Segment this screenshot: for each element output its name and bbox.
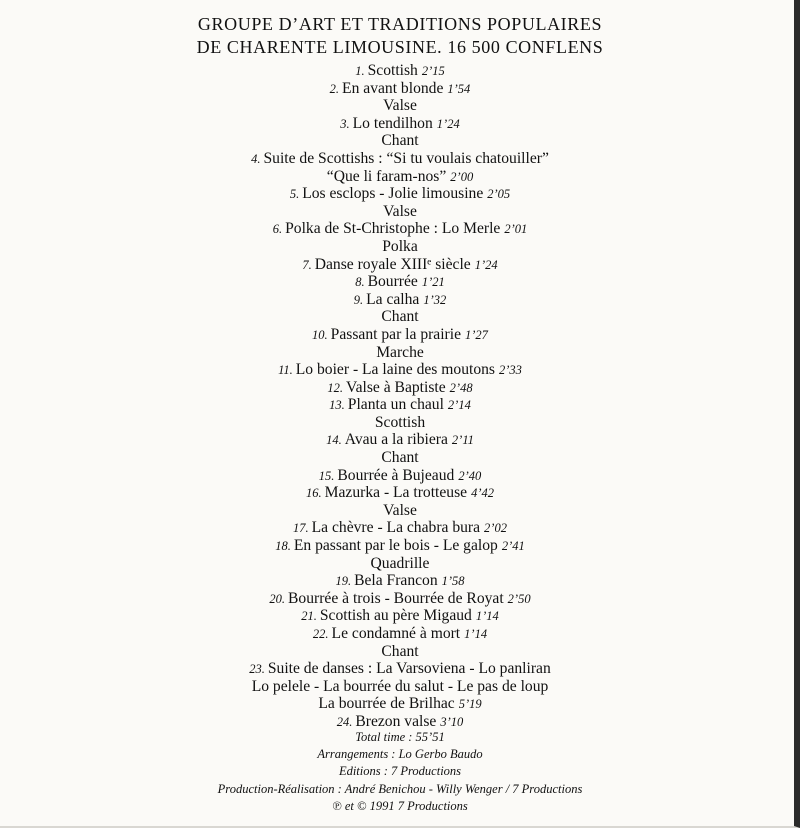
copyright-notice: ℗ et © 1991 7 Productions xyxy=(332,798,468,813)
production-credit: Production-Réalisation : André Benichou - Willy Wenger / 7 Productions xyxy=(217,781,583,796)
track-number: 15. xyxy=(318,468,335,483)
track-title: En avant blonde xyxy=(342,79,444,97)
track-line xyxy=(0,326,800,344)
track-title: Scottish xyxy=(374,413,426,431)
track-duration: 2’02 xyxy=(484,521,507,536)
track-title: Planta un chaul xyxy=(347,396,444,414)
track-title: Valse à Baptiste xyxy=(346,378,446,396)
track-title: Scottish xyxy=(367,62,418,79)
track-duration: 2’01 xyxy=(504,222,528,237)
track-line xyxy=(0,62,800,80)
track-duration: 2’50 xyxy=(507,591,531,606)
track-duration: 1’58 xyxy=(441,574,465,589)
track-title: Bourrée à trois - Bourrée de Royat xyxy=(288,589,504,607)
track-title: Avau a la ribiera xyxy=(344,431,448,449)
track-number: 21. xyxy=(301,609,317,624)
track-title: En passant par le bois - Le galop xyxy=(293,537,498,555)
track-title: Chant xyxy=(381,449,419,467)
track-line xyxy=(0,291,800,309)
track-number: 6. xyxy=(272,222,283,237)
track-duration: 2’40 xyxy=(458,468,482,483)
track-note-line xyxy=(0,132,800,150)
track-note-line xyxy=(0,203,800,221)
track-number: 3. xyxy=(340,116,350,131)
track-title: Bourrée à Bujeaud xyxy=(337,466,455,484)
credits xyxy=(0,729,800,815)
track-title: Danse royale XIIIᵉ siècle xyxy=(314,255,471,273)
track-duration: 2’48 xyxy=(449,380,473,395)
track-number: 2. xyxy=(329,81,340,96)
track-duration: 2’14 xyxy=(447,398,471,413)
track-title: Chant xyxy=(381,642,419,660)
track-title: Marche xyxy=(376,343,424,361)
track-note-line xyxy=(0,344,800,362)
track-title: Mazurka - La trotteuse xyxy=(324,484,468,502)
track-number: 8. xyxy=(355,275,365,290)
track-number: 13. xyxy=(329,398,345,413)
track-line xyxy=(0,185,800,203)
track-title: Lo boier - La laine des moutons xyxy=(295,361,495,379)
track-note-line xyxy=(0,678,800,696)
track-title: La bourrée de Brilhac xyxy=(318,695,455,713)
track-duration: 1’24 xyxy=(436,116,460,131)
track-duration: 2’41 xyxy=(501,539,525,554)
track-line xyxy=(0,361,800,379)
track-number: 16. xyxy=(306,486,322,501)
track-number: 22. xyxy=(312,627,329,641)
track-duration: 1’14 xyxy=(475,609,499,624)
track-title: Le condamné à mort xyxy=(331,625,461,642)
track-note-line xyxy=(0,414,800,432)
track-title: Passant par la prairie xyxy=(330,325,462,343)
track-line xyxy=(0,572,800,590)
track-title: Valse xyxy=(383,202,417,220)
track-number: 24. xyxy=(336,714,353,729)
track-line xyxy=(0,713,800,731)
track-title: Valse xyxy=(383,501,417,519)
track-title: Bela Francon xyxy=(354,572,438,590)
track-number: 7. xyxy=(302,257,312,272)
track-duration: 1’54 xyxy=(447,81,471,96)
track-duration: 5’19 xyxy=(458,697,482,712)
track-duration: 1’14 xyxy=(464,627,488,641)
track-number: 18. xyxy=(275,539,291,554)
track-note-line xyxy=(0,555,800,573)
track-title: La chèvre - La chabra bura xyxy=(311,519,481,537)
track-note-line xyxy=(0,449,800,467)
track-title: Chant xyxy=(381,132,419,150)
track-line xyxy=(0,150,800,168)
track-line xyxy=(0,625,800,643)
track-line xyxy=(0,484,800,502)
track-line xyxy=(0,115,800,133)
track-number: 23. xyxy=(249,662,265,677)
track-title: Suite de danses : La Varsoviena - Lo panliran xyxy=(267,660,551,678)
track-line xyxy=(0,256,800,274)
track-title: La calha xyxy=(366,290,420,308)
track-number: 11. xyxy=(278,363,293,378)
track-duration: 2’00 xyxy=(450,169,474,184)
track-title: Polka xyxy=(382,237,418,255)
track-duration: 2’11 xyxy=(451,433,474,448)
track-line xyxy=(0,379,800,397)
track-title: Polka de St-Christophe : Lo Merle xyxy=(285,220,501,238)
track-duration: 1’21 xyxy=(421,275,445,290)
track-title: Bourrée xyxy=(367,273,418,291)
track-title: Los esclops - Jolie limousine xyxy=(302,185,484,203)
track-number: 14. xyxy=(326,433,342,448)
header-title-line-2: DE CHARENTE LIMOUSINE. 16 500 CONFLENS xyxy=(196,37,604,57)
track-line xyxy=(0,467,800,485)
track-duration: 2’33 xyxy=(498,363,522,378)
track-line xyxy=(0,80,800,98)
track-duration: 2’05 xyxy=(487,187,511,202)
track-title: Valse xyxy=(383,97,417,115)
track-number: 10. xyxy=(312,327,328,342)
track-note-line xyxy=(0,97,800,115)
track-duration: 3’10 xyxy=(440,714,464,729)
track-line xyxy=(0,273,800,291)
track-title: Chant xyxy=(381,308,419,326)
track-number: 4. xyxy=(251,151,261,166)
track-duration: 1’27 xyxy=(465,327,488,342)
track-title: Brezon valse xyxy=(355,712,437,730)
track-note-line xyxy=(0,502,800,520)
track-note-line xyxy=(0,695,800,713)
track-line xyxy=(0,590,800,608)
track-duration: 2’15 xyxy=(421,64,445,78)
track-note-line xyxy=(0,168,800,186)
track-note-line xyxy=(0,308,800,326)
track-line xyxy=(0,431,800,449)
track-list xyxy=(0,62,800,731)
track-line xyxy=(0,396,800,414)
track-line xyxy=(0,607,800,625)
track-number: 1. xyxy=(355,64,365,78)
track-number: 20. xyxy=(269,591,286,606)
track-title: Quadrille xyxy=(370,554,430,572)
track-line xyxy=(0,537,800,555)
total-time: Total time : 55’51 xyxy=(355,730,445,744)
track-number: 9. xyxy=(353,292,364,307)
track-line xyxy=(0,519,800,537)
track-line xyxy=(0,220,800,238)
track-title: Suite de Scottishs : “Si tu voulais chatouiller” xyxy=(263,149,549,167)
track-title: Scottish au père Migaud xyxy=(319,607,472,625)
track-duration: 1’32 xyxy=(423,292,447,307)
track-number: 19. xyxy=(335,574,352,589)
track-number: 5. xyxy=(289,187,300,202)
track-note-line xyxy=(0,238,800,256)
track-duration: 4’42 xyxy=(471,486,494,501)
track-title: Lo pelele - La bourrée du salut - Le pas de loup xyxy=(251,677,549,695)
track-duration: 1’24 xyxy=(474,257,498,272)
arrangements-credit: Arrangements : Lo Gerbo Baudo xyxy=(317,747,483,762)
track-title: “Que li faram-nos” xyxy=(326,167,447,185)
track-number: 17. xyxy=(293,521,309,536)
editions-credit: Editions : 7 Productions xyxy=(338,764,462,779)
header-title-line-1: GROUPE D’ART ET TRADITIONS POPULAIRES xyxy=(197,14,603,34)
track-number: 12. xyxy=(327,380,344,395)
track-line xyxy=(0,660,800,678)
track-note-line xyxy=(0,643,800,661)
track-title: Lo tendilhon xyxy=(352,114,433,132)
